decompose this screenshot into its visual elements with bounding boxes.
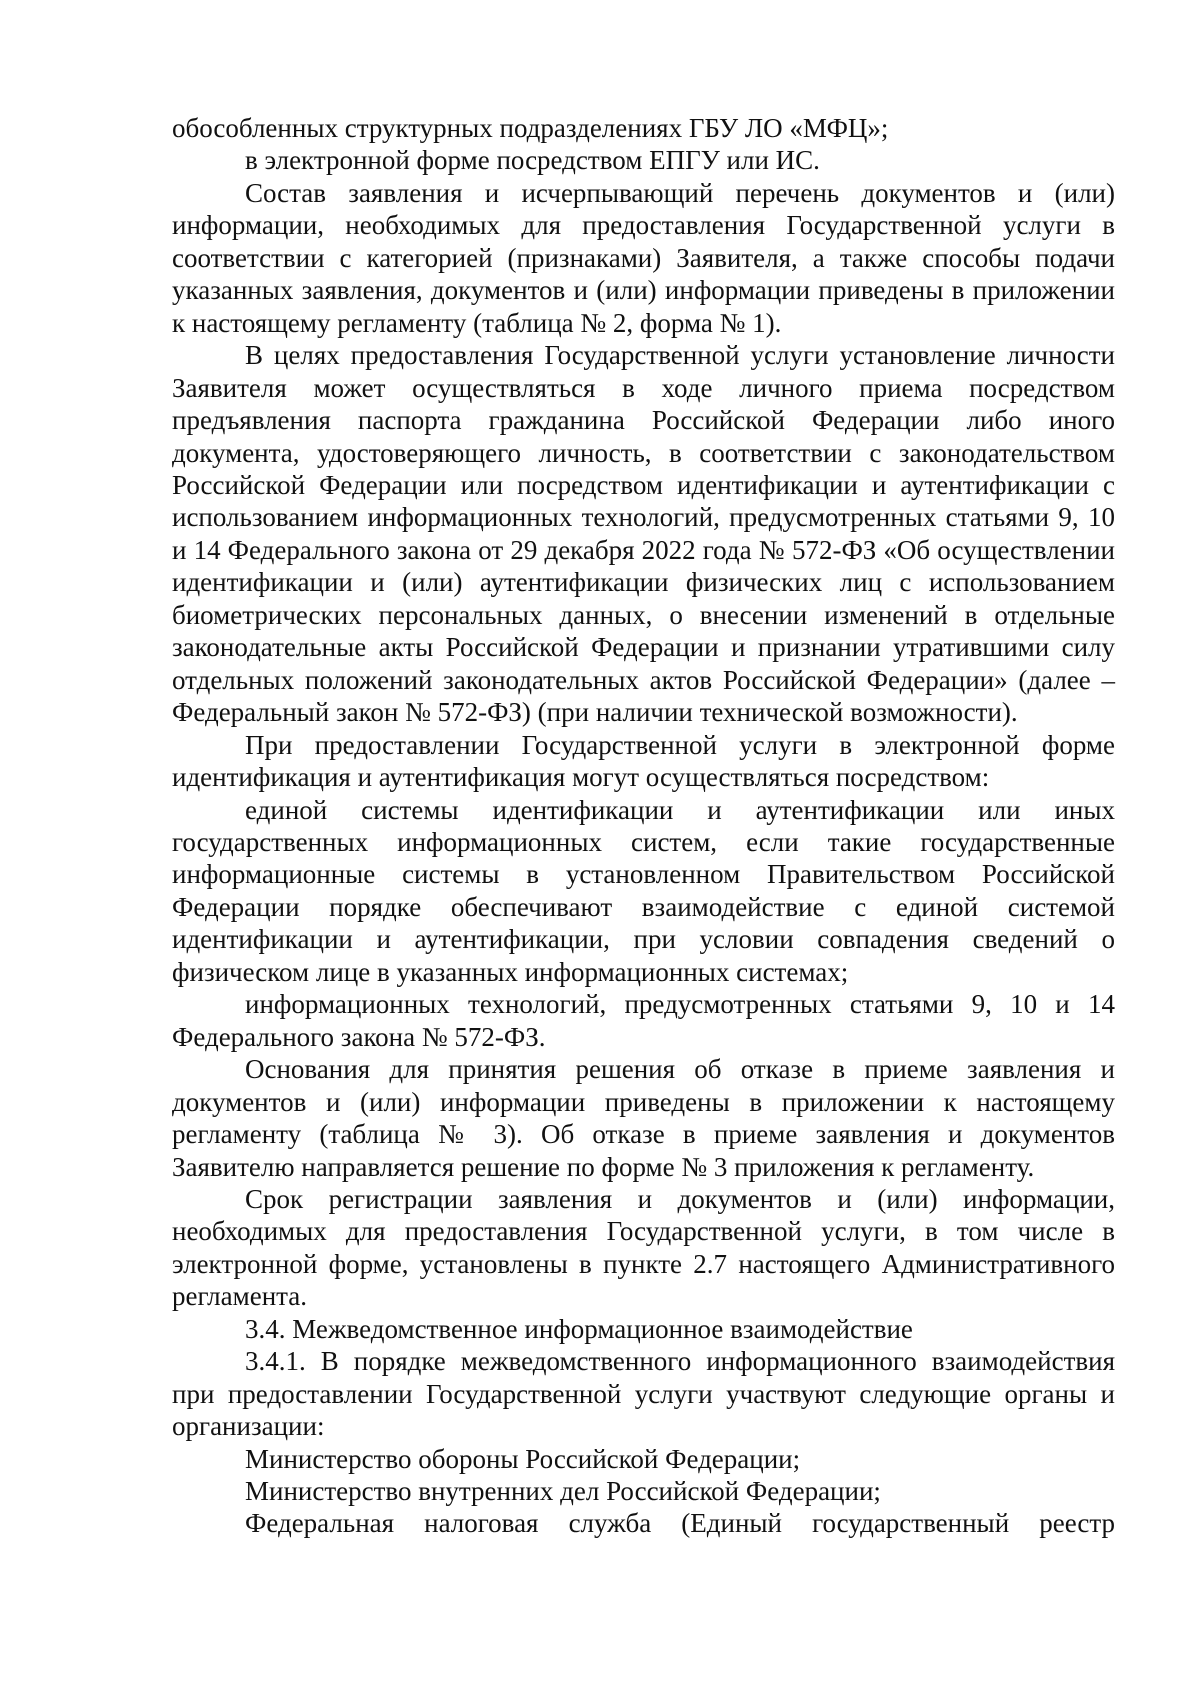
paragraph-3-4-1: 3.4.1. В порядке межведомственного информационного взаимодействия при предоставлении Государственной услуги участвуют следующие органы и организации:	[172, 1346, 1115, 1442]
list-item-ministry-of-internal-affairs: Министерство внутренних дел Российской Федерации;	[245, 1476, 881, 1507]
paragraph-refusal-grounds: Основания для принятия решения об отказе в приеме заявления и документов и (или) информации приведены в приложении к настоящему регламенту (таблица № 3). Об отказе в приеме заявления и документов Заявителю направляется решение по форме № 3 приложения к регламенту.	[172, 1054, 1115, 1182]
list-item-federal-tax-service: Федеральная налоговая служба (Единый государственный реестр	[245, 1508, 1115, 1539]
paragraph-application-contents: Состав заявления и исчерпывающий перечень документов и (или) информации, необходимых для предоставления Государственной услуги в соответствии с категорией (признаками) Заявителя, а также способы подачи указанных заявления, документов и (или) информации приведены в приложении к настоящему регламенту (таблица № 2, форма № 1).	[172, 177, 1115, 338]
paragraph-electronic-form: в электронной форме посредством ЕПГУ или ИС.	[245, 145, 820, 176]
paragraph-registration-term: Срок регистрации заявления и документов и (или) информации, необходимых для предоставления Государственной услуги, в том числе в электронной форме, установлены в пункте 2.7 настоящего Административного регламента.	[172, 1183, 1115, 1312]
list-item-ministry-of-defense: Министерство обороны Российской Федерации;	[245, 1443, 801, 1474]
section-heading-3-4: 3.4. Межведомственное информационное взаимодействие	[245, 1313, 913, 1344]
paragraph-information-technologies: информационных технологий, предусмотренных статьями 9, 10 и 14 Федерального закона № 572-ФЗ.	[172, 989, 1115, 1052]
document-body	[172, 112, 1115, 1540]
paragraph-unified-identification-system: единой системы идентификации и аутентификации или иных государственных информационных систем, если такие государственные информационные системы в установленном Правительством Российской Федерации порядке обеспечивают взаимодействие с единой системой идентификации и аутентификации, при условии совпадения сведений о физическом лице в указанных информационных системах;	[172, 794, 1115, 987]
paragraph-electronic-identification: При предоставлении Государственной услуги в электронной форме идентификация и аутентификация могут осуществляться посредством:	[172, 729, 1115, 793]
paragraph-mfc-subdivisions: обособленных структурных подразделениях ГБУ ЛО «МФЦ»;	[172, 113, 889, 143]
paragraph-identity-verification: В целях предоставления Государственной услуги установление личности Заявителя может осуществляться в ходе личного приема посредством предъявления паспорта гражданина Российской Федерации либо иного документа, удостоверяющего личность, в соответствии с законодательством Российской Федерации или посредством идентификации и аутентификации с использованием информационных технологий, предусмотренных статьями 9, 10 и 14 Федерального закона от 29 декабря 2022 года № 572-ФЗ «Об осуществлении идентификации и (или) аутентификации физических лиц с использованием биометрических персональных данных, о внесении изменений в отдельные законодательные акты Российской Федерации и признании утратившими силу отдельных положений законодательных актов Российской Федерации» (далее – Федеральный закон № 572-ФЗ) (при наличии технической возможности).	[172, 340, 1115, 728]
